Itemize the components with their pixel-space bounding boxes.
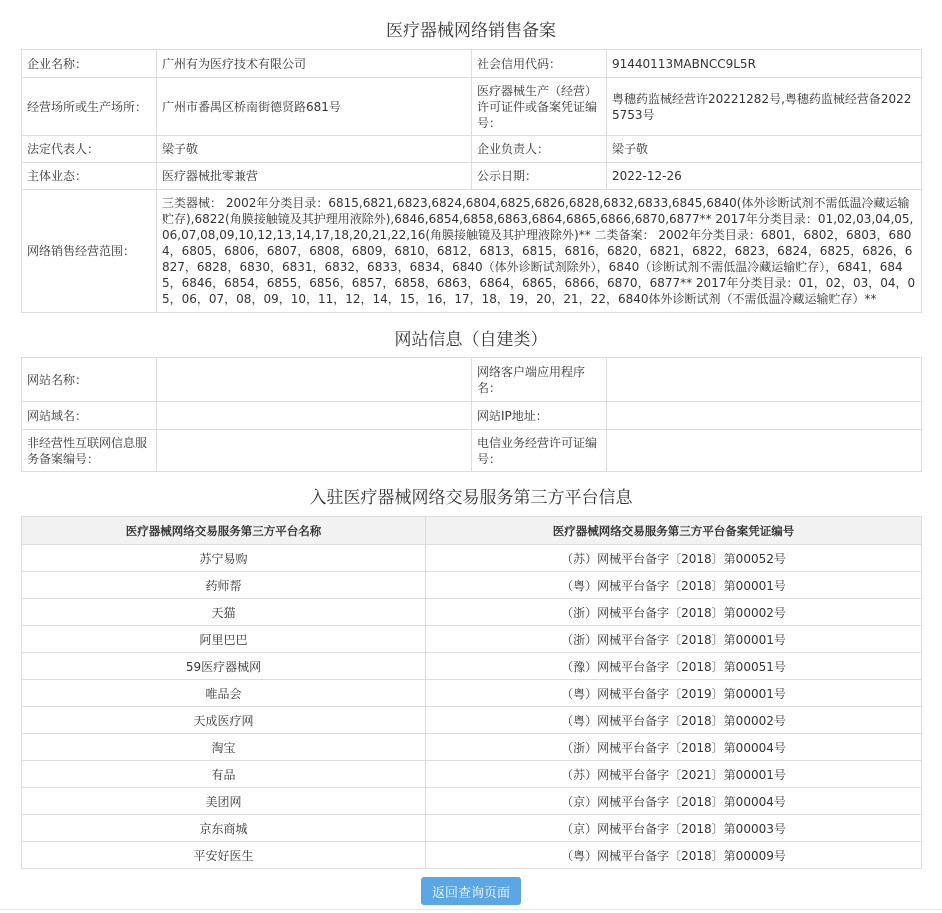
platform-code: （浙）网械平台备字〔2018〕第00004号 (426, 734, 922, 761)
platform-row (22, 815, 922, 842)
ip-label: 网站IP地址： (472, 402, 607, 430)
website-name-label: 网站名称： (22, 358, 157, 402)
domain-value (157, 402, 472, 430)
platform-name: 平安好医生 (22, 842, 426, 869)
company-row-name (22, 50, 922, 78)
company-row-people (22, 136, 922, 163)
icp-label: 非经营性互联网信息服务备案编号： (22, 430, 157, 472)
platform-code: （京）网械平台备字〔2018〕第00003号 (426, 815, 922, 842)
platform-section-title: 入驻医疗器械网络交易服务第三方平台信息 (309, 488, 633, 508)
address-value: 广州市番禺区桥南街德贤路681号 (157, 78, 472, 136)
platform-row (22, 788, 922, 815)
page-title: 医疗器械网络销售备案 (386, 21, 556, 41)
platform-code: （粤）网械平台备字〔2018〕第00001号 (426, 572, 922, 599)
platform-name: 有品 (22, 761, 426, 788)
platform-name: 唯品会 (22, 680, 426, 707)
address-label: 经营场所或生产场所： (22, 78, 157, 136)
manager-value: 梁子敬 (607, 136, 922, 163)
website-section-title: 网站信息（自建类） (394, 330, 548, 350)
website-info-table (21, 357, 922, 472)
publish-date-label: 公示日期： (472, 163, 607, 190)
platform-row (22, 599, 922, 626)
platform-row (22, 572, 922, 599)
telecom-license-label: 电信业务经营许可证编号： (472, 430, 607, 472)
ip-value (607, 402, 922, 430)
platform-row (22, 680, 922, 707)
platform-table (21, 516, 922, 869)
legal-rep-label: 法定代表人： (22, 136, 157, 163)
license-value: 粤穗药监械经营许20221282号,粤穗药监械经营备20225753号 (607, 78, 922, 136)
publish-date-value: 2022-12-26 (607, 163, 922, 190)
platform-code: （浙）网械平台备字〔2018〕第00002号 (426, 599, 922, 626)
app-name-value (607, 358, 922, 402)
credit-code-label: 社会信用代码： (472, 50, 607, 78)
business-type-label: 主体业态： (22, 163, 157, 190)
platform-name: 天猫 (22, 599, 426, 626)
company-info-table (21, 49, 922, 313)
back-to-search-button[interactable]: 返回查询页面 (421, 877, 521, 905)
company-row-scope (22, 190, 922, 313)
platform-name: 苏宁易购 (22, 545, 426, 572)
platform-row (22, 734, 922, 761)
platform-row (22, 545, 922, 572)
scope-value: 三类器械： 2002年分类目录：6815,6821,6823,6824,6804,6825,6826,6828,6832,6833,6845,6840(体外诊断试剂不需低温冷藏运输贮存),6822(角膜接触镜及其护理用液除外),6846,6854,6858,6863,6864,6865,6866,6870,6877** 2017年分类目录：01,02,03,04,05,06,07,08,09,10,12,13,14,17,18,20,21,22,16(角膜接触镜及其护理液除外)** 二类备案： 2002年分类目录：6801，6802，6803，6804，6805，6806，6807，6808，6809，6810，6812，6813，6815，6816，6820，6821，6822，6823，6824，6825，6826，6827，6828，6830，6831，6832，6833，6834，6840（体外诊断试剂除外），6840（诊断试剂不需低温冷藏运输贮存），6841，6845，6846，6854，6855，6856，6857，6858，6863，6864，6865，6866，6870，6877** 2017年分类目录：01，02，03，04，05，06，07，08，09，10，11，12，14，15，16，17，18，19，20，21，22，6840体外诊断试剂（不需低温冷藏运输贮存）** (157, 190, 922, 313)
platform-table-header (22, 517, 922, 545)
platform-row (22, 707, 922, 734)
platform-row (22, 626, 922, 653)
website-row-domain (22, 402, 922, 430)
website-row-icp (22, 430, 922, 472)
platform-name: 淘宝 (22, 734, 426, 761)
platform-code: （京）网械平台备字〔2018〕第00004号 (426, 788, 922, 815)
business-type-value: 医疗器械批零兼营 (157, 163, 472, 190)
icp-value (157, 430, 472, 472)
platform-code: （粤）网械平台备字〔2019〕第00001号 (426, 680, 922, 707)
platform-name: 药师帮 (22, 572, 426, 599)
platform-name: 美团网 (22, 788, 426, 815)
company-row-business (22, 163, 922, 190)
manager-label: 企业负责人： (472, 136, 607, 163)
platform-code: （浙）网械平台备字〔2018〕第00001号 (426, 626, 922, 653)
platform-row (22, 761, 922, 788)
platform-row (22, 653, 922, 680)
platform-name: 京东商城 (22, 815, 426, 842)
platform-code-header: 医疗器械网络交易服务第三方平台备案凭证编号 (426, 517, 922, 545)
scope-label: 网络销售经营范围： (22, 190, 157, 313)
app-name-label: 网络客户端应用程序名： (472, 358, 607, 402)
platform-name-header: 医疗器械网络交易服务第三方平台名称 (22, 517, 426, 545)
company-row-address (22, 78, 922, 136)
platform-code: （粤）网械平台备字〔2018〕第00009号 (426, 842, 922, 869)
platform-name: 59医疗器械网 (22, 653, 426, 680)
company-name-value: 广州有为医疗技术有限公司 (157, 50, 472, 78)
telecom-license-value (607, 430, 922, 472)
license-label: 医疗器械生产（经营）许可证件或备案凭证编号： (472, 78, 607, 136)
platform-name: 阿里巴巴 (22, 626, 426, 653)
website-row-name (22, 358, 922, 402)
company-name-label: 企业名称： (22, 50, 157, 78)
website-name-value (157, 358, 472, 402)
bottom-divider (0, 909, 942, 910)
legal-rep-value: 梁子敬 (157, 136, 472, 163)
credit-code-value: 91440113MABNCC9L5R (607, 50, 922, 78)
platform-code: （苏）网械平台备字〔2021〕第00001号 (426, 761, 922, 788)
domain-label: 网站域名： (22, 402, 157, 430)
platform-code: （苏）网械平台备字〔2018〕第00052号 (426, 545, 922, 572)
platform-code: （粤）网械平台备字〔2018〕第00002号 (426, 707, 922, 734)
platform-row (22, 842, 922, 869)
platform-code: （豫）网械平台备字〔2018〕第00051号 (426, 653, 922, 680)
platform-name: 天成医疗网 (22, 707, 426, 734)
